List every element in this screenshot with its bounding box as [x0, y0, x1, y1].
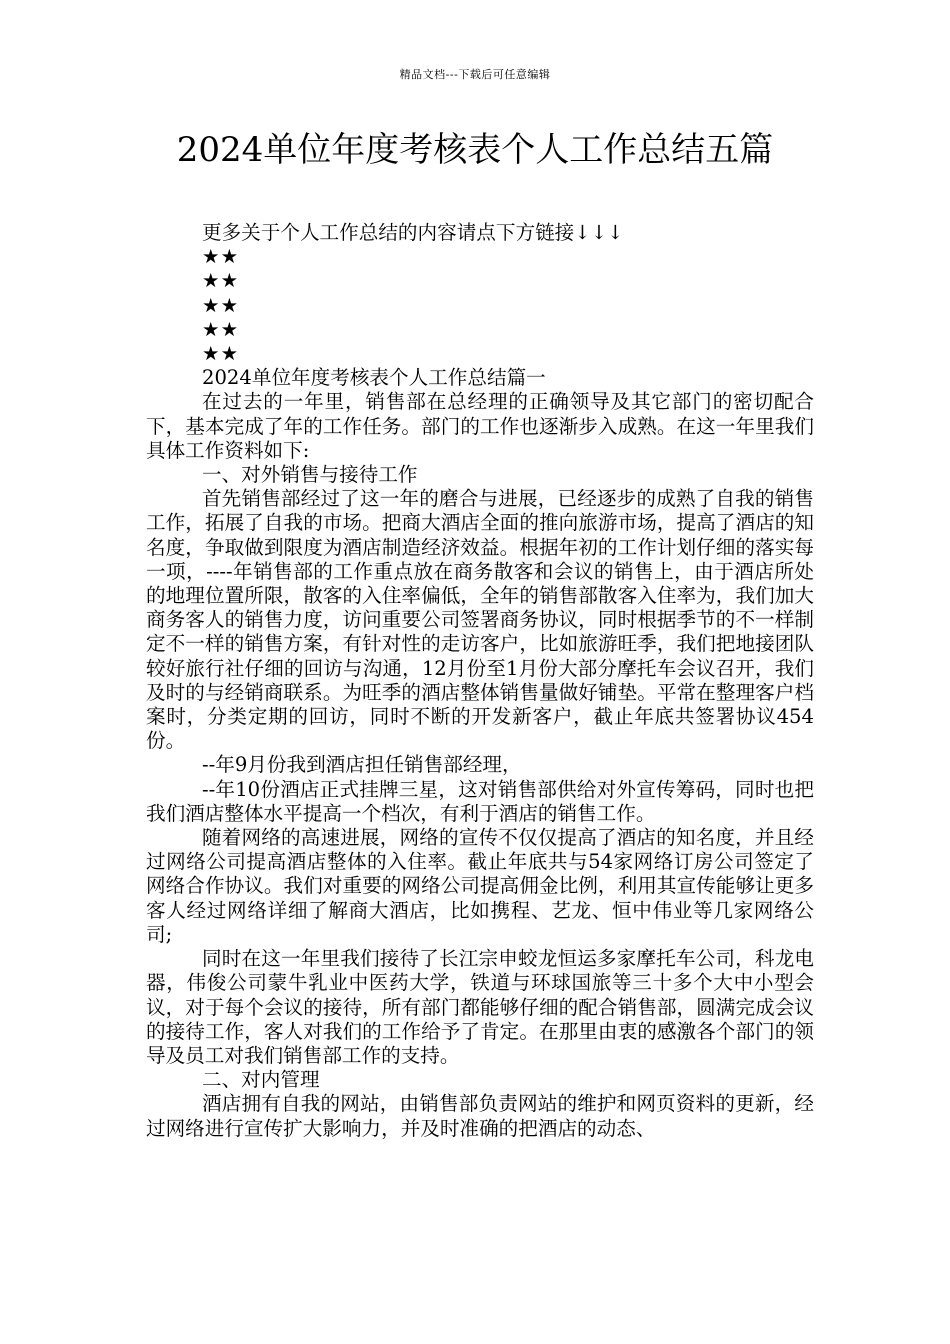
link-prompt: 更多关于个人工作总结的内容请点下方链接↓↓↓: [202, 221, 624, 244]
page-header-note: 精品文档---下载后可任意编辑: [399, 68, 551, 81]
subheading-external-sales: 一、对外销售与接待工作: [202, 463, 418, 487]
star-link-1[interactable]: ★★: [202, 245, 240, 269]
star-link-3[interactable]: ★★: [202, 293, 240, 317]
paragraph-website: 酒店拥有自我的网站，由销售部负责网站的维护和网页资料的更新，经过网络进行宣传扩大影响力，并及时准确的把酒店的动态、: [146, 1092, 814, 1140]
paragraph-october: --年10份酒店正式挂牌三星，这对销售部供给对外宣传筹码，同时也把我们酒店整体水平提高一个档次，有利于酒店的销售工作。: [146, 777, 814, 825]
paragraph-intro: 在过去的一年里，销售部在总经理的正确领导及其它部门的密切配合下，基本完成了年的工作任务。部门的工作也逐渐步入成熟。在这一年里我们具体工作资料如下:: [146, 390, 814, 462]
star-link-2[interactable]: ★★: [202, 269, 240, 293]
section-heading: 2024单位年度考核表个人工作总结篇一: [202, 366, 546, 390]
document-body: [146, 221, 814, 1141]
paragraph-network: 随着网络的高速进展，网络的宣传不仅仅提高了酒店的知名度，并且经过网络公司提高酒店整体的入住率。截止年底共与54家网络订房公司签定了网络合作协议。我们对重要的网络公司提高佣金比例，利用其宣传能够让更多客人经过网络详细了解商大酒店，比如携程、艺龙、恒中伟业等几家网络公司;: [146, 826, 814, 946]
subheading-internal-management: 二、对内管理: [202, 1068, 320, 1092]
paragraph-conferences: 同时在这一年里我们接待了长江宗申蛟龙恒运多家摩托车公司，科龙电器，伟俊公司蒙牛乳业中医药大学，铁道与环球国旅等三十多个大中小型会议，对于每个会议的接待，所有部门都能够仔细的配合销售部，圆满完成会议的接待工作，客人对我们的工作给予了肯定。在那里由衷的感激各个部门的领导及员工对我们销售部工作的支持。: [146, 947, 814, 1067]
star-link-4[interactable]: ★★: [202, 317, 240, 341]
paragraph-sales-work: 首先销售部经过了这一年的磨合与进展，已经逐步的成熟了自我的销售工作，拓展了自我的市场。把商大酒店全面的推向旅游市场，提高了酒店的知名度，争取做到限度为酒店制造经济效益。根据年初的工作计划仔细的落实每一项，----年销售部的工作重点放在商务散客和会议的销售上，由于酒店所处的地理位置所限，散客的入住率偏低，全年的销售部散客入住率为，我们加大商务客人的销售力度，访问重要公司签署商务协议，同时根据季节的不一样制定不一样的销售方案，有针对性的走访客户，比如旅游旺季，我们把地接团队较好旅行社仔细的回访与沟通，12月份至1月份大部分摩托车会议召开，我们及时的与经销商联系。为旺季的酒店整体销售量做好铺垫。平常在整理客户档案时，分类定期的回访，同时不断的开发新客户，截止年底共签署协议454份。: [146, 487, 814, 753]
star-link-5[interactable]: ★★: [202, 342, 240, 366]
paragraph-september: --年9月份我到酒店担任销售部经理，: [202, 753, 522, 777]
document-title: 2024单位年度考核表个人工作总结五篇: [176, 130, 774, 170]
